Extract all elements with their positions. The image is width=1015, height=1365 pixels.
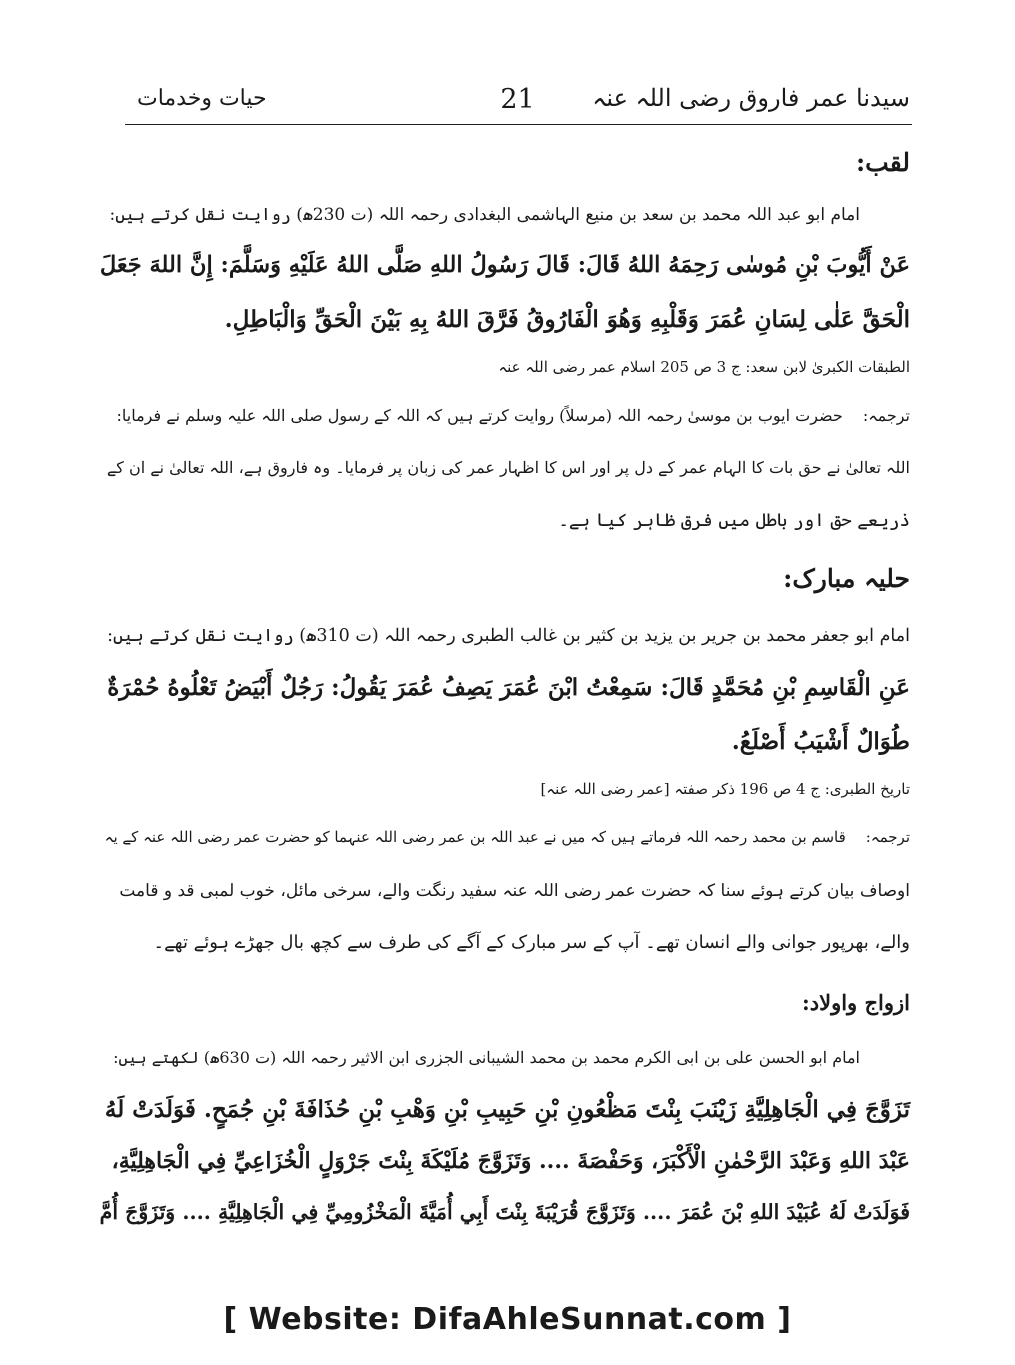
hulya-intro: امام ابو جعفر محمد بن جریر بن یزید بن کثیر بن غالب الطبری رحمہ اللہ (ت 310ھ) روایت نقل کرتے ہیں:: [107, 626, 910, 646]
hulya-translation-line-3: والے، بھرپور جوانی والے انسان تھے۔ آپ کے سر مبارک کے آگے کی طرف سے کچھ بال جھڑے ہوئے تھے۔: [153, 932, 910, 953]
hulya-translation-line-2: اوصاف بیان کرتے ہوئے سنا کہ حضرت عمر رضی اللہ عنہ سفید رنگت والے، سرخی مائل، خوب لمبی قد و قامت: [119, 881, 910, 901]
translation-label: ترجمہ:: [862, 406, 910, 425]
hulya-translation-line-1: [105, 828, 910, 846]
azwaj-arabic-line-2: عَبْدَ اللهِ وَعَبْدَ الرَّحْمٰنِ الْأَكْبَرَ، وَحَفْصَةَ .... وَتَزَوَّجَ مُلَيْكَةَ بِنْتَ جَرْوَلٍ الْخُزَاعِيِّ فِي الْجَاهِلِيَّةِ،: [111, 1148, 910, 1174]
translation-text: حضرت ایوب بن موسیٰ رحمہ اللہ (مرسلاً) روایت کرتے ہیں کہ اللہ کے رسول صلی اللہ علیہ وسلم نے فرمایا:: [116, 406, 843, 425]
website-footer: [ Website: DifaAhleSunnat.com ]: [223, 1302, 792, 1337]
hulya-arabic-line-2: طُوَالٌ أَشْيَبُ أَصْلَعُ.: [731, 728, 910, 755]
section-title: حیات وخدمات: [137, 86, 267, 111]
laqab-arabic-line-1: عَنْ أَیُّوبَ بْنِ مُوسٰی رَحِمَهُ اللهُ قَالَ: قَالَ رَسُولُ اللهِ صَلَّى اللهُ عَلَيْهِ وَسَلَّمَ: إِنَّ اللهَ جَعَلَ: [99, 252, 910, 278]
laqab-arabic-line-2: الْحَقَّ عَلٰى لِسَانِ عُمَرَ وَقَلْبِهِ وَهُوَ الْفَارُوقُ فَرَّقَ اللهُ بِهِ بَيْنَ الْحَقِّ وَالْبَاطِلِ.: [224, 306, 910, 333]
laqab-intro: امام ابو عبد اللہ محمد بن سعد بن منیع الہاشمی البغدادی رحمہ اللہ (ت 230ھ) روایت نقل کرتے ہیں:: [109, 205, 860, 225]
azwaj-heading: ازواج واولاد:: [801, 990, 910, 1015]
azwaj-arabic-line-1: تَزَوَّجَ فِي الْجَاهِلِيَّةِ زَيْنَبَ بِنْتَ مَظْعُونِ بْنِ حَبِيبِ بْنِ وَهْبِ بْنِ حُذَافَةَ بْنِ جُمَحٍ. فَوَلَدَتْ لَهُ: [104, 1096, 910, 1123]
laqab-translation-line-2: اللہ تعالیٰ نے حق بات کا الہام عمر کے دل پر اور اس کا اظہار عمر کی زبان پر فرمایا۔ وہ فاروق ہے، اللہ تعالیٰ نے ان کے: [106, 458, 910, 477]
page-number: 21: [500, 84, 535, 115]
azwaj-arabic-line-3: فَوَلَدَتْ لَهُ عُبَيْدَ اللهِ بْنَ عُمَرَ .... وَتَزَوَّجَ قُرَيْبَةَ بِنْتَ أَبِي أُمَيَّةَ الْمَخْزُومِيِّ فِي الْجَاهِلِيَّةِ .... وَتَزَوَّجَ أُمَّ: [99, 1200, 910, 1224]
translation-text: قاسم بن محمد رحمہ اللہ فرماتے ہیں کہ میں نے عبد اللہ بن عمر رضی اللہ عنہما کو حضرت عمر رضی اللہ عنہ کے یہ: [104, 828, 846, 846]
header-rule: [125, 124, 912, 125]
translation-label: ترجمہ:: [865, 828, 910, 846]
laqab-reference: الطبقات الکبریٰ لابن سعد: ج 3 ص 205 اسلام عمر رضی اللہ عنہ: [498, 358, 910, 376]
hulya-reference: تاریخ الطبری: ج 4 ص 196 ذکر صفتہ [عمر رضی اللہ عنہ]: [540, 780, 910, 798]
laqab-heading: لقب:: [855, 148, 910, 177]
hulya-arabic-line-1: عَنِ الْقَاسِمِ بْنِ مُحَمَّدٍ قَالَ: سَمِعْتُ ابْنَ عُمَرَ يَصِفُ عُمَرَ يَقُولُ: رَجُلٌ أَبْيَضُ تَعْلُوهُ حُمْرَةٌ: [107, 674, 910, 701]
hulya-heading: حلیہ مبارک:: [783, 564, 910, 593]
azwaj-intro: امام ابو الحسن علی بن ابی الکرم محمد بن محمد الشیبانی الجزری ابن الاثیر رحمہ اللہ (ت 630ھ) لکھتے ہیں:: [113, 1048, 860, 1067]
laqab-translation-line-3: ذریعے حق اور باطل میں فرق ظاہر کیا ہے۔: [558, 510, 910, 531]
book-title: سیدنا عمر فاروق رضی اللہ عنہ: [592, 84, 910, 112]
laqab-translation-line-1: [116, 406, 910, 425]
page-header: [125, 84, 910, 124]
